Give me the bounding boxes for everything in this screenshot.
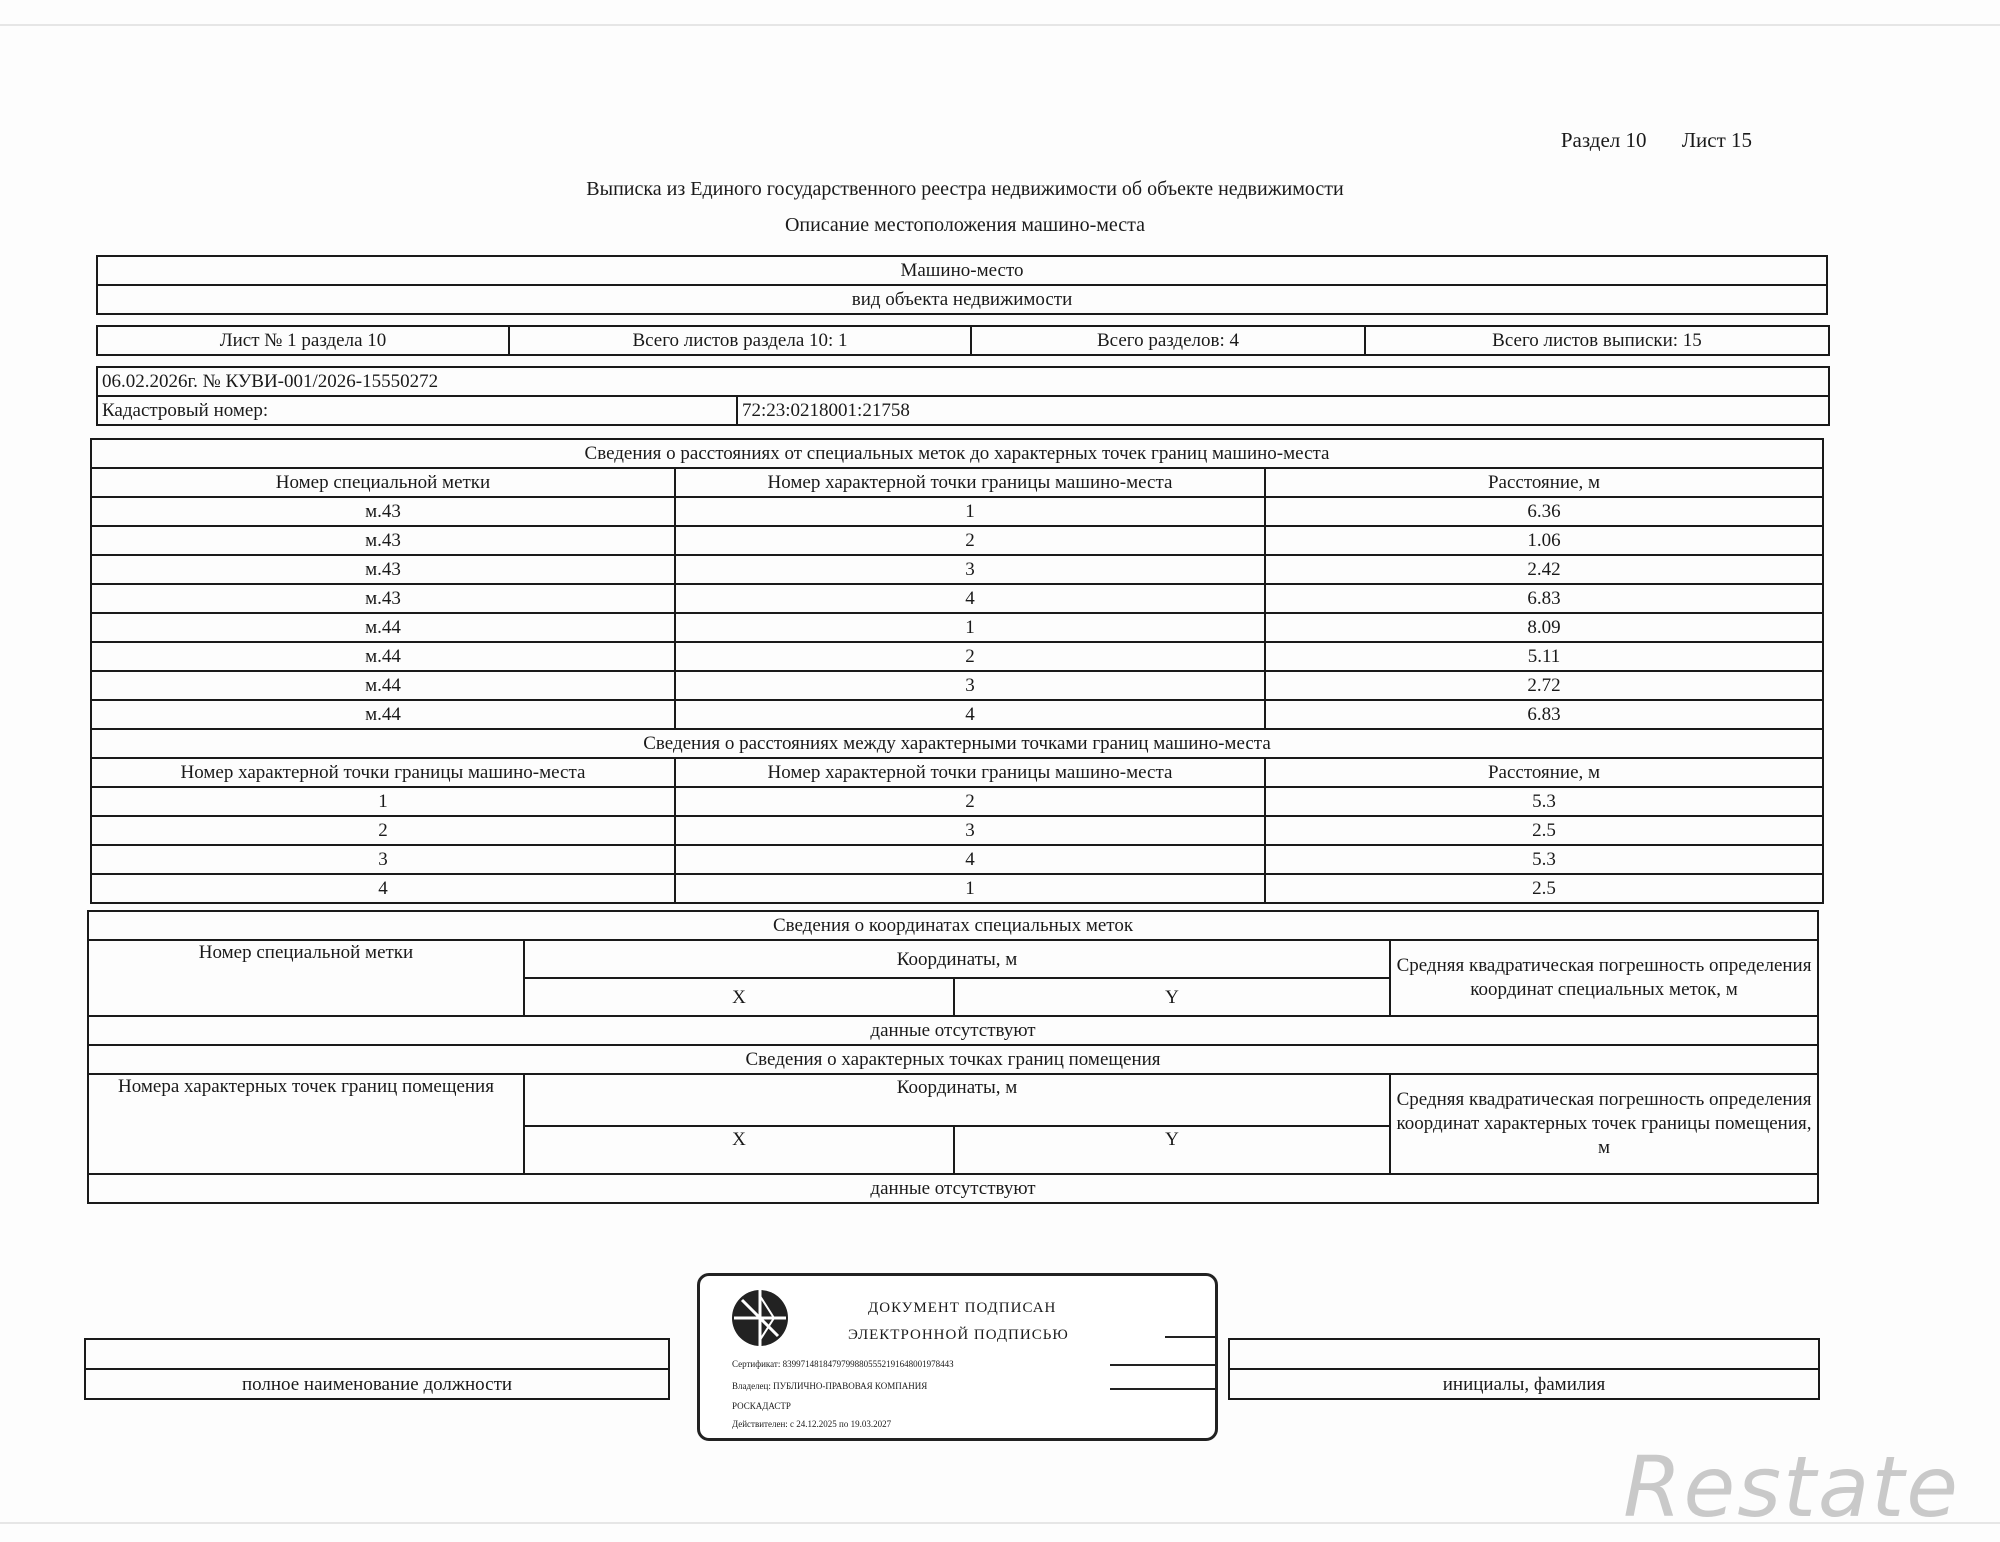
point-to-cell: 3 bbox=[675, 816, 1265, 845]
point-cell: 2 bbox=[675, 526, 1265, 555]
point-from-cell: 4 bbox=[91, 874, 675, 903]
table-row bbox=[91, 526, 1823, 555]
sheet-label: Лист 15 bbox=[1681, 128, 1752, 152]
room-x-header: X bbox=[524, 1126, 954, 1174]
table-row bbox=[91, 845, 1823, 874]
distance-cell: 5.3 bbox=[1265, 787, 1823, 816]
point-to-cell: 2 bbox=[675, 787, 1265, 816]
table-row bbox=[91, 671, 1823, 700]
section-label: Раздел 10 bbox=[1560, 128, 1647, 152]
table-row bbox=[91, 584, 1823, 613]
main-table bbox=[90, 438, 1824, 904]
header-mark-number: Номер специальной метки bbox=[91, 468, 675, 497]
stamp-rule bbox=[1165, 1336, 1215, 1338]
stamp-owner: Владелец: ПУБЛИЧНО-ПРАВОВАЯ КОМПАНИЯ bbox=[732, 1381, 928, 1391]
document-subtitle: Описание местоположения машино-места bbox=[784, 214, 1146, 236]
table-row bbox=[91, 642, 1823, 671]
object-name: Машино-место bbox=[97, 256, 1827, 285]
header-point-number: Номер характерной точки границы машино-места bbox=[675, 468, 1265, 497]
request-number: 06.02.2026г. № КУВИ-001/2026-15550272 bbox=[97, 367, 1829, 396]
total-sections: Всего разделов: 4 bbox=[971, 326, 1365, 355]
document-title: Выписка из Единого государственного реестра недвижимости об объекте недвижимости bbox=[586, 178, 1344, 200]
point-from-cell: 1 bbox=[91, 787, 675, 816]
distance-cell: 6.83 bbox=[1265, 700, 1823, 729]
mark-cell: м.43 bbox=[91, 584, 675, 613]
room-error-header: Средняя квадратическая погрешность определения координат характерных точек границы помещения, м bbox=[1390, 1074, 1818, 1174]
cadastral-label: Кадастровый номер: bbox=[97, 396, 737, 425]
table-row bbox=[91, 555, 1823, 584]
distance-cell: 5.11 bbox=[1265, 642, 1823, 671]
stamp-owner-org: РОСКАДАСТР bbox=[732, 1401, 791, 1411]
distance-cell: 1.06 bbox=[1265, 526, 1823, 555]
room-point-numbers-header: Номера характерных точек границ помещения bbox=[88, 1074, 524, 1174]
stamp-line2: ЭЛЕКТРОННОЙ ПОДПИСЬЮ bbox=[848, 1327, 1069, 1343]
y-header: Y bbox=[954, 978, 1390, 1016]
position-caption: полное наименование должности bbox=[85, 1369, 669, 1399]
room-coordinates-header: Координаты, м bbox=[524, 1074, 1390, 1126]
mark-cell: м.44 bbox=[91, 642, 675, 671]
mark-cell: м.44 bbox=[91, 613, 675, 642]
table-row bbox=[91, 613, 1823, 642]
total-section-sheets: Всего листов раздела 10: 1 bbox=[509, 326, 971, 355]
distance-cell: 5.3 bbox=[1265, 845, 1823, 874]
header-point-from: Номер характерной точки границы машино-места bbox=[91, 758, 675, 787]
mark-coords-title: Сведения о координатах специальных меток bbox=[88, 911, 1818, 940]
object-type-table bbox=[96, 255, 1828, 315]
room-y-header: Y bbox=[954, 1126, 1390, 1174]
sheet-number: Лист № 1 раздела 10 bbox=[97, 326, 509, 355]
mark-cell: м.43 bbox=[91, 555, 675, 584]
distance-cell: 2.72 bbox=[1265, 671, 1823, 700]
table-row bbox=[91, 816, 1823, 845]
cadastral-number: 72:23:0218001:21758 bbox=[737, 396, 1829, 425]
scan-edge-top bbox=[0, 24, 2000, 26]
x-header: X bbox=[524, 978, 954, 1016]
distance-cell: 8.09 bbox=[1265, 613, 1823, 642]
table-row bbox=[91, 497, 1823, 526]
request-table bbox=[96, 366, 1830, 426]
point-from-cell: 2 bbox=[91, 816, 675, 845]
point-cell: 1 bbox=[675, 497, 1265, 526]
mark-coords-empty: данные отсутствуют bbox=[88, 1016, 1818, 1045]
mark-cell: м.43 bbox=[91, 497, 675, 526]
table-row bbox=[91, 787, 1823, 816]
header-distance: Расстояние, м bbox=[1265, 758, 1823, 787]
mark-cell: м.43 bbox=[91, 526, 675, 555]
point-to-cell: 1 bbox=[675, 874, 1265, 903]
header-distance: Расстояние, м bbox=[1265, 468, 1823, 497]
distance-cell: 2.5 bbox=[1265, 816, 1823, 845]
point-cell: 4 bbox=[675, 584, 1265, 613]
point-cell: 1 bbox=[675, 613, 1265, 642]
restate-watermark: Restate bbox=[1623, 1438, 1960, 1536]
mark-error-header: Средняя квадратическая погрешность определения координат специальных меток, м bbox=[1390, 940, 1818, 1016]
name-blank bbox=[1229, 1339, 1819, 1369]
point-cell: 2 bbox=[675, 642, 1265, 671]
distance-cell: 2.42 bbox=[1265, 555, 1823, 584]
point-from-cell: 3 bbox=[91, 845, 675, 874]
point-cell: 3 bbox=[675, 671, 1265, 700]
point-cell: 3 bbox=[675, 555, 1265, 584]
object-caption: вид объекта недвижимости bbox=[97, 285, 1827, 314]
stamp-validity: Действителен: с 24.12.2025 по 19.03.2027 bbox=[732, 1419, 892, 1429]
electronic-signature-stamp bbox=[697, 1273, 1218, 1441]
mark-cell: м.44 bbox=[91, 700, 675, 729]
distance-cell: 6.36 bbox=[1265, 497, 1823, 526]
room-points-title: Сведения о характерных точках границ помещения bbox=[88, 1045, 1818, 1074]
point-to-cell: 4 bbox=[675, 845, 1265, 874]
position-blank bbox=[85, 1339, 669, 1369]
name-caption: инициалы, фамилия bbox=[1229, 1369, 1819, 1399]
marks-to-points-title: Сведения о расстояниях от специальных меток до характерных точек границ машино-места bbox=[91, 439, 1823, 468]
header-point-to: Номер характерной точки границы машино-места bbox=[675, 758, 1265, 787]
stamp-certificate: Сертификат: 8399714818479799880555219164800197844З bbox=[732, 1359, 954, 1369]
table-row bbox=[91, 874, 1823, 903]
room-points-empty: данные отсутствуют bbox=[88, 1174, 1818, 1203]
stamp-rule bbox=[1110, 1364, 1215, 1366]
mark-coords-table bbox=[87, 910, 1819, 1204]
coordinates-header: Координаты, м bbox=[524, 940, 1390, 978]
total-sheets: Всего листов выписки: 15 bbox=[1365, 326, 1829, 355]
sheet-info-table bbox=[96, 325, 1830, 356]
points-to-points-title: Сведения о расстояниях между характерными точками границ машино-места bbox=[91, 729, 1823, 758]
point-cell: 4 bbox=[675, 700, 1265, 729]
stamp-line1: ДОКУМЕНТ ПОДПИСАН bbox=[868, 1300, 1057, 1316]
distance-cell: 6.83 bbox=[1265, 584, 1823, 613]
distance-cell: 2.5 bbox=[1265, 874, 1823, 903]
mark-cell: м.44 bbox=[91, 671, 675, 700]
mark-number-header: Номер специальной метки bbox=[88, 940, 524, 1016]
table-row bbox=[91, 700, 1823, 729]
stamp-rule bbox=[1110, 1388, 1215, 1390]
roskadastr-logo-icon bbox=[730, 1288, 790, 1348]
page-header bbox=[1531, 128, 1752, 153]
